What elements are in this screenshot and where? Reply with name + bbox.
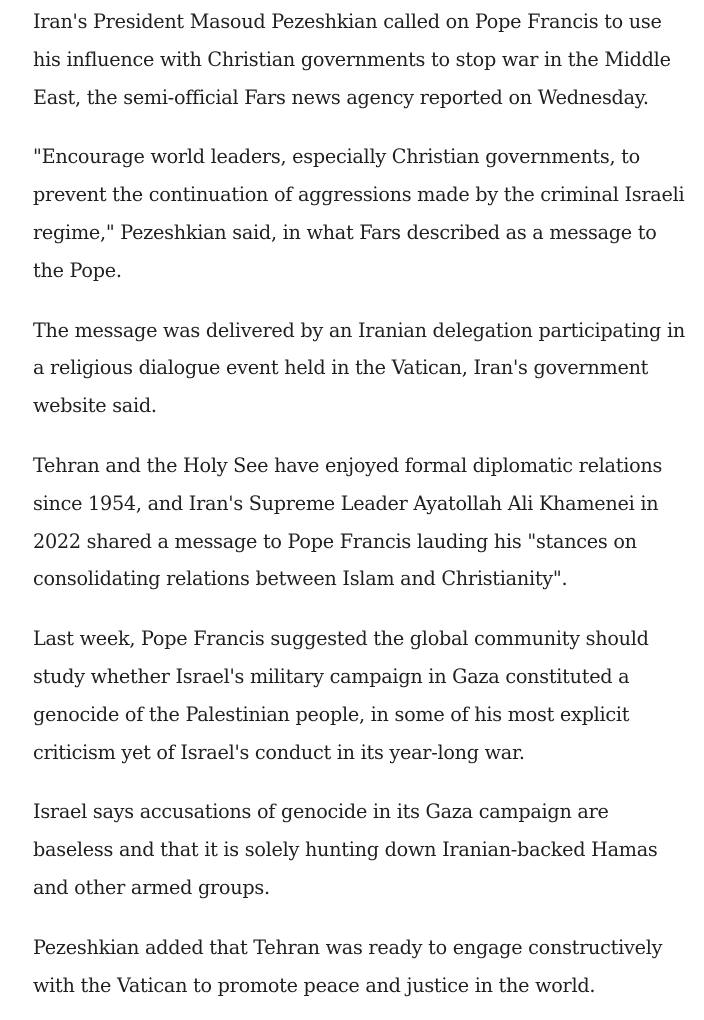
paragraph-7: Pezeshkian added that Tehran was ready to engage constructively with the Vatican to promote peace and justice in the world.: [33, 935, 663, 997]
paragraph-6: Israel says accusations of genocide in its Gaza campaign are baseless and that it is solely hunting down Iranian-backed Hamas and other armed groups.: [33, 800, 658, 899]
paragraph-4: Tehran and the Holy See have enjoyed formal diplomatic relations since 1954, and Iran's Supreme Leader Ayatollah Ali Khamenei in 2022 shared a message to Pope Francis lauding his "stances on consolidating relations between Islam and Christianity".: [33, 453, 663, 591]
paragraph-3: The message was delivered by an Iranian delegation participating in a religious dialogue event held in the Vatican, Iran's government website said.: [33, 318, 685, 418]
paragraph-1: Iran's President Masoud Pezeshkian called on Pope Francis to use his influence with Christian governments to stop war in the Middle East, the semi-official Fars news agency reported on Wednesday.: [33, 10, 671, 109]
paragraph-5: Last week, Pope Francis suggested the global community should study whether Israel's military campaign in Gaza constituted a genocide of the Palestinian people, in some of his most explicit criticism yet of Israel's conduct in its year-long war.: [33, 627, 649, 764]
paragraph-2: "Encourage world leaders, especially Christian governments, to prevent the continuation of aggressions made by the criminal Israeli regime," Pezeshkian said, in what Fars described as a message to the Pope.: [33, 145, 685, 282]
